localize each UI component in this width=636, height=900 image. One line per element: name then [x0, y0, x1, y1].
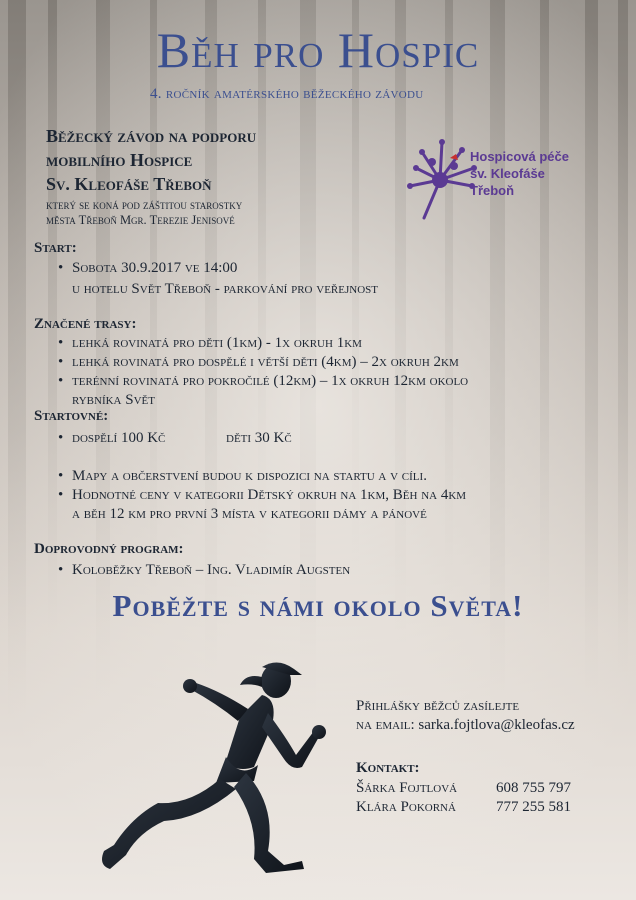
- contact-phone[interactable]: 777 255 581: [496, 799, 571, 815]
- hospice-logo: [402, 128, 592, 224]
- poster-title: Běh pro Hospic: [156, 22, 480, 78]
- route-item-text: terénní rovinatá pro pokročilé (12km) – 1x okruh 12km okolo: [72, 373, 469, 389]
- contact-row: [356, 778, 571, 798]
- intro-line-3: Sv. Kleofáše Třeboň: [46, 174, 212, 194]
- registration-email-row: [356, 715, 575, 735]
- info-line-2-text: Hodnotné ceny v kategorii Dětský okruh na 1km, Běh na 4km: [72, 487, 467, 503]
- route-item-text: lehká rovinatá pro dospělé i větší děti (4km) – 2x okruh 2km: [72, 354, 459, 370]
- route-item-text: lehká rovinatá pro děti (1km) - 1x okruh 1km: [72, 335, 362, 351]
- logo-line-3: Třeboň: [470, 183, 515, 198]
- contact-phone[interactable]: 608 755 797: [496, 780, 571, 796]
- logo-line-1: Hospicová péče: [470, 149, 569, 164]
- routes-heading: Značené trasy:: [34, 316, 137, 332]
- contact-heading: Kontakt:: [356, 760, 420, 776]
- fee-adults-text: dospělí 100 Kč: [72, 430, 166, 446]
- runner-silhouette-photo: [40, 655, 340, 885]
- program-heading: Doprovodný program:: [34, 541, 184, 557]
- fee-adults: • dospělí 100 Kč: [58, 430, 166, 446]
- logo-line-2: sv. Kleofáše: [470, 166, 545, 181]
- route-item: • terénní rovinatá pro pokročilé (12km) – 1x okruh 12km okolo: [58, 373, 469, 389]
- route-item: • lehká rovinatá pro děti (1km) - 1x okruh 1km: [58, 335, 362, 351]
- start-place: u hotelu Svět Třeboň - parkování pro veřejnost: [72, 281, 378, 297]
- call-to-action: Poběžte s námi okolo Světa!: [112, 588, 524, 623]
- start-date-text: Sobota 30.9.2017 ve 14:00: [72, 260, 238, 276]
- poster-subtitle: 4. ročník amatérského běžeckého závodu: [150, 86, 424, 102]
- intro-line-1: Běžecký závod na podporu: [46, 126, 257, 146]
- contact-name: Šárka Fojtlová: [356, 780, 458, 796]
- logo-text: [470, 148, 569, 199]
- contact-name: Klára Pokorná: [356, 799, 456, 815]
- start-heading: Start:: [34, 240, 77, 256]
- intro-line-2: mobilního Hospice: [46, 150, 193, 170]
- fee-kids: děti 30 Kč: [226, 430, 292, 446]
- contact-row: [356, 797, 571, 817]
- registration-line-1: Přihlášky běžců zasílejte: [356, 698, 520, 714]
- route-item-continued: rybníka Svět: [72, 392, 155, 408]
- info-line-2: • Hodnotné ceny v kategorii Dětský okruh na 1km, Běh na 4km: [58, 487, 467, 503]
- program-item-text: Koloběžky Třeboň – Ing. Vladimír Augsten: [72, 562, 351, 578]
- route-item: • lehká rovinatá pro dospělé i větší děti (4km) – 2x okruh 2km: [58, 354, 459, 370]
- info-line-3: a běh 12 km pro první 3 místa v kategorii dámy a pánové: [72, 506, 427, 522]
- patronage-line-2: města Třeboň Mgr. Terezie Jenisové: [46, 213, 235, 227]
- info-line-1-text: Mapy a občerstvení budou k dispozici na startu a v cíli.: [72, 468, 427, 484]
- registration-email-label: na email:: [356, 717, 415, 733]
- fees-heading: Startovné:: [34, 408, 109, 424]
- registration-email-link[interactable]: sarka.fojtlova@kleofas.cz: [418, 717, 575, 733]
- patronage-line-1: který se koná pod záštitou starostky: [46, 198, 243, 212]
- start-date: • Sobota 30.9.2017 ve 14:00: [58, 260, 238, 276]
- program-item: • Koloběžky Třeboň – Ing. Vladimír Augsten: [58, 562, 351, 578]
- info-line-1: • Mapy a občerstvení budou k dispozici na startu a v cíli.: [58, 468, 427, 484]
